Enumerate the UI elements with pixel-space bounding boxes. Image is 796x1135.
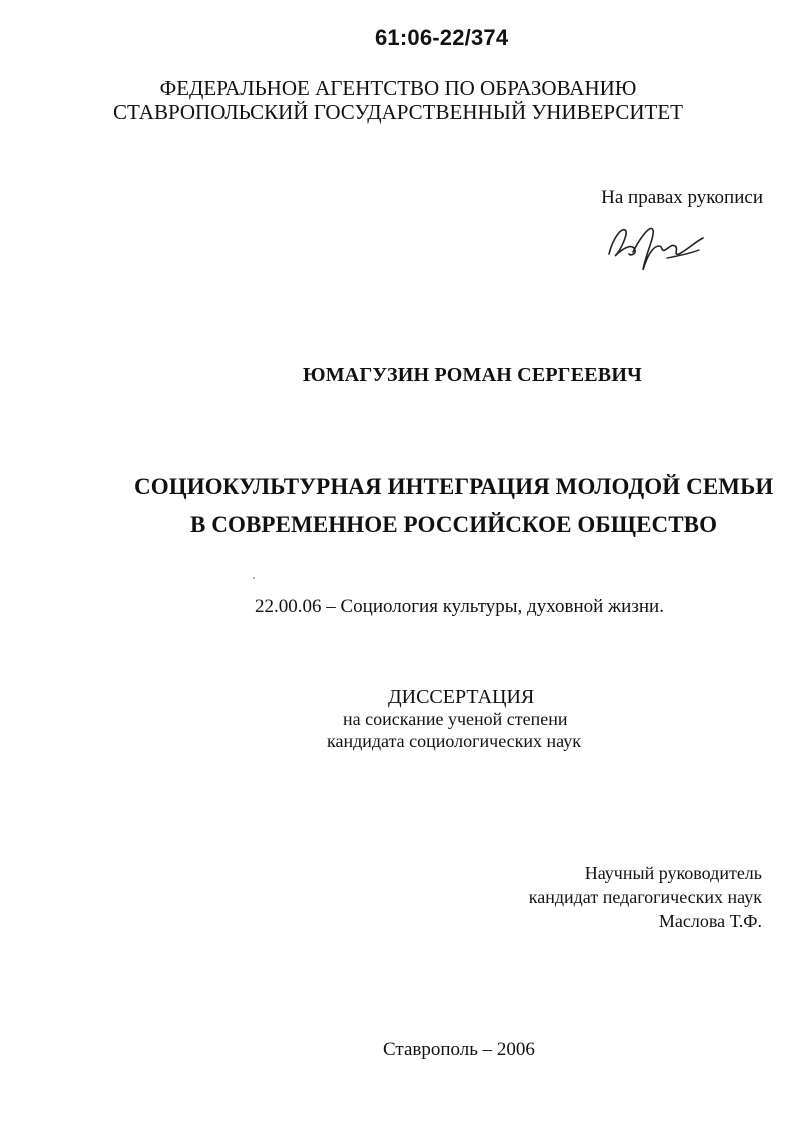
author-name: ЮМАГУЗИН РОМАН СЕРГЕЕВИЧ [303,364,642,386]
supervisor-role: Научный руководитель [584,863,762,883]
specialty-code: 22.00.06 – Социология культуры, духовной жизни. [255,596,664,617]
city-year: Ставрополь – 2006 [383,1039,535,1060]
scan-speck [253,577,255,579]
dissertation-title-line-2: В СОВРЕМЕННОЕ РОССИЙСКОЕ ОБЩЕСТВО [190,512,718,537]
agency-heading: ФЕДЕРАЛЬНОЕ АГЕНТСТВО ПО ОБРАЗОВАНИЮ [159,76,637,100]
document-type-label: ДИССЕРТАЦИЯ [388,686,535,708]
supervisor-block [529,861,762,933]
supervisor-degree: кандидат педагогических наук [528,887,762,907]
degree-line-1: на соискание ученой степени [343,709,568,729]
supervisor-name: Маслова Т.Ф. [658,911,762,931]
catalog-number: 61:06-22/374 [375,25,509,50]
dissertation-title-line-1: СОЦИОКУЛЬТУРНАЯ ИНТЕГРАЦИЯ МОЛОДОЙ СЕМЬИ [134,474,774,499]
handwritten-signature [603,216,713,274]
manuscript-note: На правах рукописи [601,187,763,208]
degree-line-2: кандидата социологических наук [327,731,581,751]
university-heading: СТАВРОПОЛЬСКИЙ ГОСУДАРСТВЕННЫЙ УНИВЕРСИТЕТ [112,100,683,124]
